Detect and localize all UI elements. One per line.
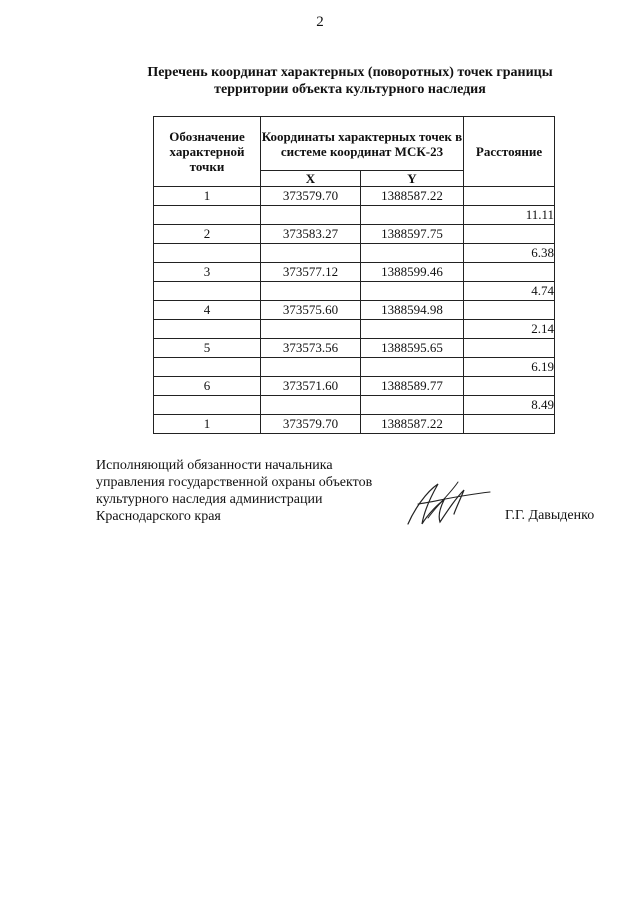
header-x: X — [261, 171, 361, 187]
point-cell: 4 — [154, 301, 261, 320]
table-row — [154, 244, 555, 263]
distance-cell — [464, 339, 555, 358]
coordinates-table — [153, 116, 555, 434]
x-cell — [261, 244, 361, 263]
distance-cell — [464, 377, 555, 396]
table-row — [154, 282, 555, 301]
distance-cell: 11.11 — [464, 206, 555, 225]
distance-cell: 4.74 — [464, 282, 555, 301]
y-cell: 1388595.65 — [361, 339, 464, 358]
table-row — [154, 358, 555, 377]
distance-cell — [464, 263, 555, 282]
point-cell: 1 — [154, 187, 261, 206]
point-cell — [154, 358, 261, 377]
x-cell — [261, 358, 361, 377]
table-row — [154, 377, 555, 396]
x-cell: 373583.27 — [261, 225, 361, 244]
y-cell — [361, 206, 464, 225]
table-row — [154, 301, 555, 320]
y-cell: 1388589.77 — [361, 377, 464, 396]
y-cell: 1388597.75 — [361, 225, 464, 244]
signer-name: Г.Г. Давыденко — [505, 508, 595, 523]
distance-cell: 8.49 — [464, 396, 555, 415]
position-line-1: Исполняющий обязанности начальника — [96, 458, 333, 473]
point-cell: 3 — [154, 263, 261, 282]
handwritten-signature — [398, 474, 494, 530]
table-row — [154, 263, 555, 282]
distance-cell: 6.38 — [464, 244, 555, 263]
y-cell: 1388599.46 — [361, 263, 464, 282]
x-cell: 373577.12 — [261, 263, 361, 282]
document-title — [100, 64, 600, 98]
table-row — [154, 206, 555, 225]
x-cell: 373579.70 — [261, 415, 361, 434]
point-cell — [154, 244, 261, 263]
point-cell — [154, 282, 261, 301]
distance-cell — [464, 301, 555, 320]
point-cell — [154, 320, 261, 339]
y-cell — [361, 244, 464, 263]
x-cell — [261, 396, 361, 415]
point-cell: 2 — [154, 225, 261, 244]
y-cell — [361, 320, 464, 339]
table-row — [154, 187, 555, 206]
x-cell: 373579.70 — [261, 187, 361, 206]
x-cell: 373575.60 — [261, 301, 361, 320]
header-point: Обозначение характерной точки — [154, 117, 261, 187]
distance-cell — [464, 225, 555, 244]
x-cell: 373571.60 — [261, 377, 361, 396]
y-cell: 1388587.22 — [361, 187, 464, 206]
header-distance: Расстояние — [464, 117, 555, 187]
point-cell: 5 — [154, 339, 261, 358]
table-body — [154, 187, 555, 434]
point-cell: 6 — [154, 377, 261, 396]
distance-cell: 2.14 — [464, 320, 555, 339]
distance-cell — [464, 415, 555, 434]
position-line-4: Краснодарского края — [96, 509, 221, 524]
table-row — [154, 415, 555, 434]
page-number: 2 — [316, 14, 324, 30]
table-row — [154, 320, 555, 339]
x-cell — [261, 206, 361, 225]
table-row — [154, 225, 555, 244]
distance-cell: 6.19 — [464, 358, 555, 377]
point-cell: 1 — [154, 415, 261, 434]
table-row — [154, 396, 555, 415]
title-line-2: территории объекта культурного наследия — [214, 82, 486, 97]
x-cell — [261, 320, 361, 339]
y-cell: 1388594.98 — [361, 301, 464, 320]
x-cell — [261, 282, 361, 301]
position-line-2: управления государственной охраны объектов — [96, 475, 373, 490]
y-cell — [361, 358, 464, 377]
title-line-1: Перечень координат характерных (поворотных) точек границы — [147, 65, 553, 80]
y-cell — [361, 282, 464, 301]
point-cell — [154, 396, 261, 415]
y-cell: 1388587.22 — [361, 415, 464, 434]
header-y: Y — [361, 171, 464, 187]
distance-cell — [464, 187, 555, 206]
header-coordinates: Координаты характерных точек в системе координат МСК-23 — [261, 117, 464, 171]
y-cell — [361, 396, 464, 415]
table-row — [154, 339, 555, 358]
position-line-3: культурного наследия администрации — [96, 492, 323, 507]
point-cell — [154, 206, 261, 225]
x-cell: 373573.56 — [261, 339, 361, 358]
signature-block — [96, 457, 406, 525]
